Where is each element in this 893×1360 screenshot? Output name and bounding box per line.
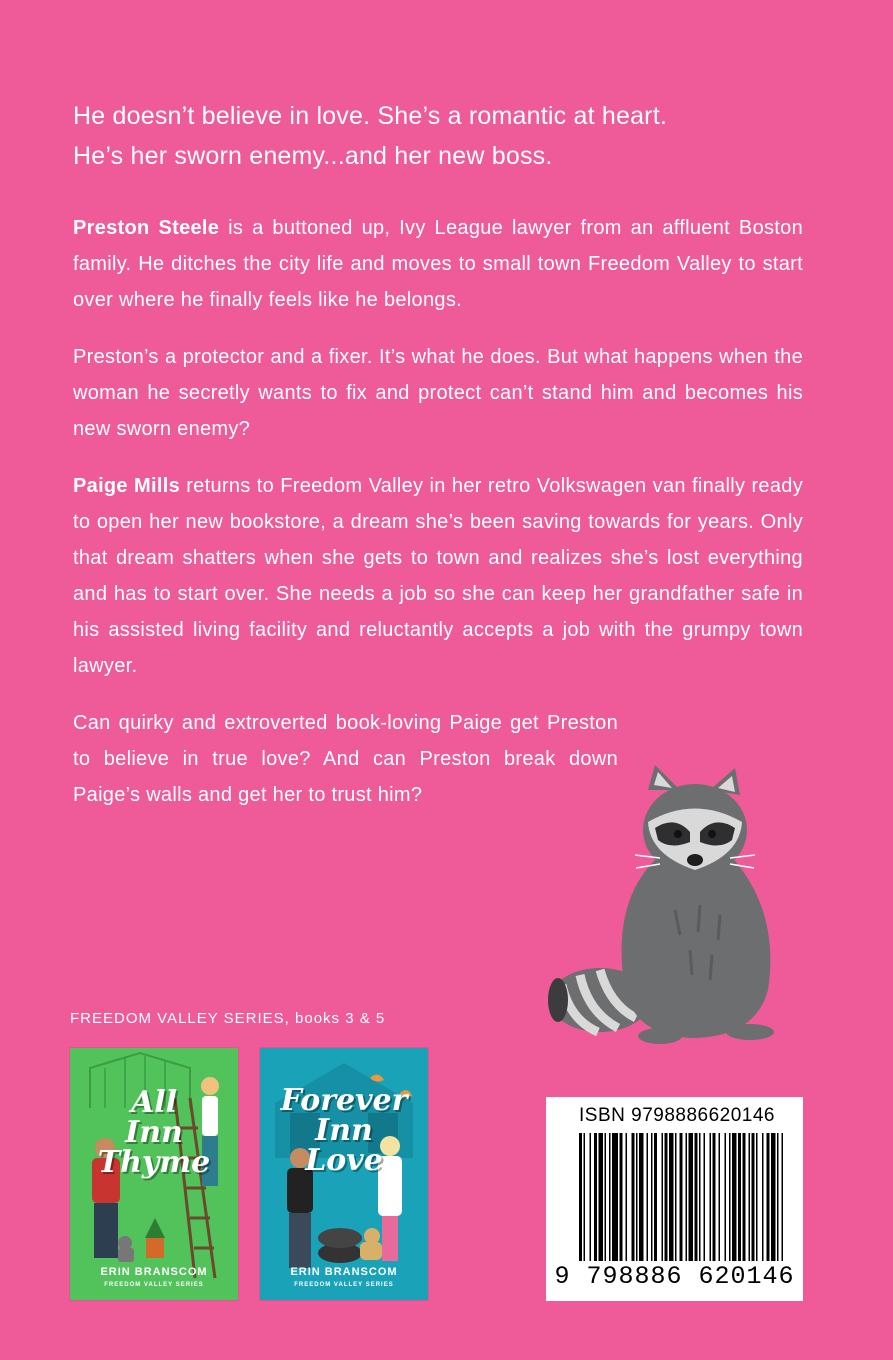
barcode-bar (612, 1133, 618, 1261)
barcode-bar (632, 1133, 635, 1261)
barcode-bar (695, 1133, 698, 1261)
barcode-bar (590, 1133, 592, 1261)
barcode-bar (620, 1133, 623, 1261)
barcode-bar (699, 1133, 701, 1261)
barcode-bar (713, 1133, 716, 1261)
book-cover-forever-inn-love (260, 1048, 428, 1300)
blurb-paragraph-3 (73, 468, 803, 684)
barcode-bar (749, 1133, 751, 1261)
raccoon-head (635, 765, 755, 876)
barcode-bar (756, 1133, 758, 1261)
paragraph-4-text: Can quirky and extroverted book-loving Paige get Preston to believe in true love? And can Preston break down Paige’s walls and get her to trust him? (73, 712, 618, 806)
barcode-bar (719, 1133, 721, 1261)
book-1-title-line-1: All (130, 1085, 178, 1120)
hero-name: Preston Steele (73, 217, 220, 239)
book-2-title-line-1: Forever (280, 1083, 408, 1118)
barcode-bar (752, 1133, 755, 1261)
barcode-bar (647, 1133, 649, 1261)
barcode-bar (626, 1133, 628, 1261)
barcode-bar (651, 1133, 653, 1261)
barcode-bar (689, 1133, 694, 1261)
book-1-series: FREEDOM VALLEY SERIES (104, 1282, 204, 1288)
barcode-bar (743, 1133, 746, 1261)
isbn-barcode (546, 1097, 803, 1301)
book-1-author: ERIN BRANSCOM (100, 1266, 208, 1278)
barcode-bar (767, 1133, 770, 1261)
barcode-bar (725, 1133, 727, 1261)
book-2-series: FREEDOM VALLEY SERIES (294, 1282, 394, 1288)
paragraph-1-text: is a buttoned up, Ivy League lawyer from an affluent Boston family. He ditches the city life and moves to small town Freedom Valley to start over where he finally feels like he belongs. (73, 217, 803, 311)
barcode-bar (704, 1133, 706, 1261)
barcode-bar (662, 1133, 664, 1261)
paragraph-2-text: Preston’s a protector and a fixer. It’s what he does. But what happens when the woman he secretly wants to fix and protect can’t stand him and becomes his new sworn enemy? (73, 346, 803, 440)
barcode-bar (599, 1133, 604, 1261)
barcode-bar (680, 1133, 683, 1261)
blurb-paragraph-2 (73, 339, 803, 447)
barcode-bar (710, 1133, 712, 1261)
isbn-digits: 9 798886 620146 (554, 1262, 795, 1291)
book-1-title-line-3: Thyme (97, 1145, 211, 1180)
barcode-bar (636, 1133, 638, 1261)
barcode-bar (665, 1133, 668, 1261)
barcode-bar (771, 1133, 776, 1261)
barcode-bar (579, 1133, 582, 1261)
tagline-line-1: He doesn’t believe in love. She’s a romantic at heart. (73, 102, 668, 130)
barcode-bar (738, 1133, 741, 1261)
heroine-name: Paige Mills (73, 475, 181, 497)
book-2-title-line-2: Inn (315, 1113, 373, 1148)
book-1-title-line-2: Inn (125, 1115, 183, 1150)
tagline-line-2: He’s her sworn enemy...and her new boss. (73, 142, 553, 170)
book-cover-all-inn-thyme (70, 1048, 238, 1300)
barcode-bar (639, 1133, 644, 1261)
barcode-bar (669, 1133, 674, 1261)
book-2-author: ERIN BRANSCOM (290, 1266, 398, 1278)
isbn-label: ISBN 9798886620146 (579, 1105, 775, 1126)
barcode-bar (732, 1133, 737, 1261)
blurb-paragraph-4 (73, 705, 618, 813)
barcode-bar (594, 1133, 597, 1261)
barcode-bar (762, 1133, 764, 1261)
book-2-title (260, 1083, 428, 1178)
book-1-title (70, 1085, 238, 1180)
raccoon-illustration (540, 760, 790, 1050)
series-label: FREEDOM VALLEY SERIES, books 3 & 5 (70, 1010, 386, 1027)
barcode-bar (782, 1133, 784, 1261)
blurb-paragraph-1 (73, 210, 803, 318)
barcode-bar (654, 1133, 657, 1261)
barcode-bar (777, 1133, 779, 1261)
barcode-bar (584, 1133, 586, 1261)
raccoon-body (622, 855, 771, 1038)
barcode-bar (729, 1133, 731, 1261)
barcode-bar (605, 1133, 607, 1261)
tagline (73, 96, 833, 176)
paragraph-3-text: returns to Freedom Valley in her retro Volkswagen van finally ready to open her new bookstore, a dream she’s been saving towards for years. Only that dream shatters when she gets to town and realizes she’s lost everything and has to start over. She needs a job so she can keep her grandfather safe in his assisted living facility and reluctantly accepts a job with the grumpy town lawyer. (73, 475, 803, 677)
book-2-title-line-3: Love (305, 1143, 383, 1178)
barcode-bar (609, 1133, 611, 1261)
barcode-bar (675, 1133, 677, 1261)
barcode-bar (686, 1133, 688, 1261)
